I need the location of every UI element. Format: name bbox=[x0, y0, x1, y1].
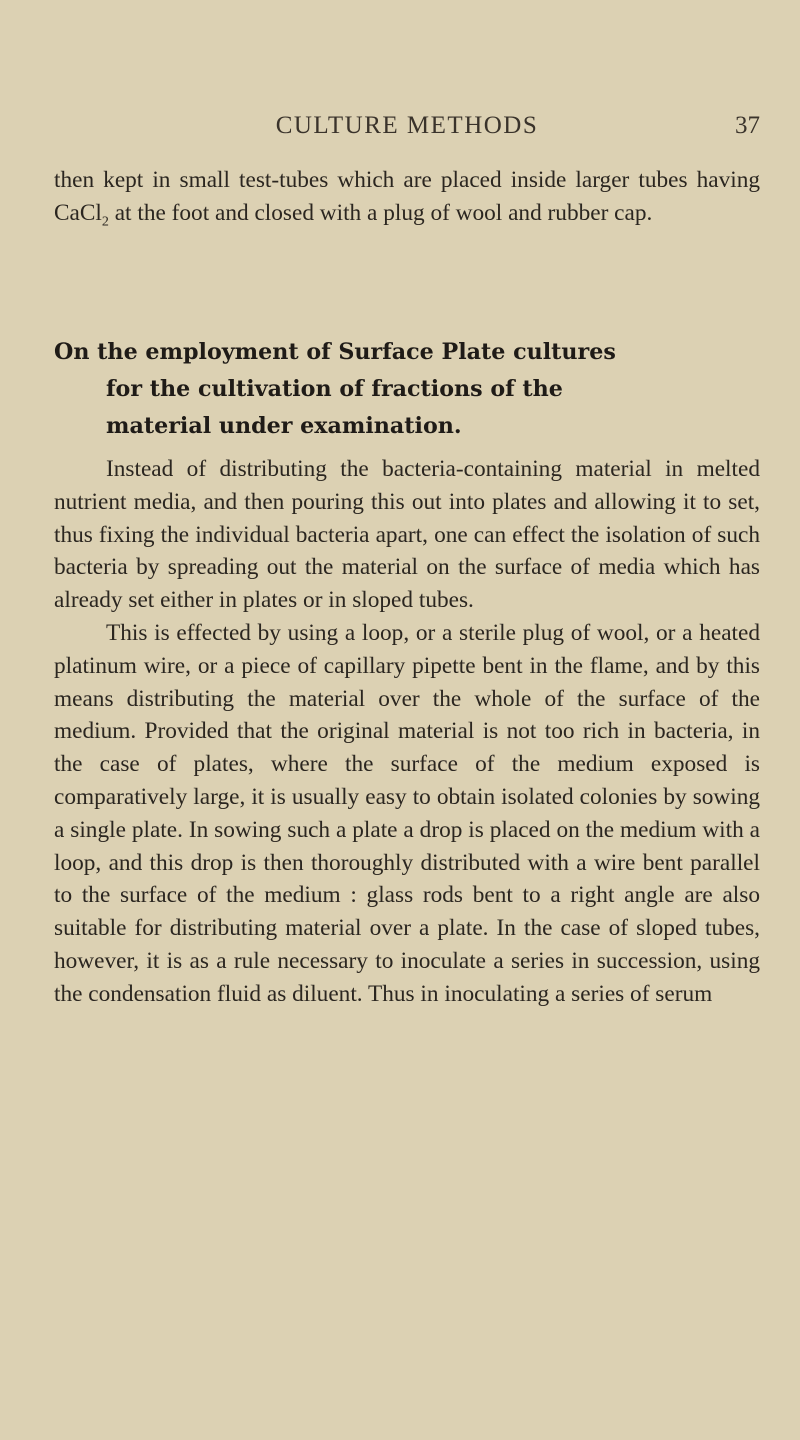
lead-subscript: 2 bbox=[101, 214, 109, 230]
running-title: CULTURE METHODS bbox=[275, 112, 539, 139]
section-heading-line-2: for the cultivation of fractions of the bbox=[106, 376, 563, 402]
section-heading-line-3: material under examination. bbox=[106, 413, 462, 439]
page-number: 37 bbox=[735, 112, 760, 139]
section-heading bbox=[54, 334, 760, 445]
section-heading-line-1: On the employment of Surface Plate cultures bbox=[54, 339, 616, 365]
paragraph: Instead of distributing the bacteria-containing material in melted nutrient media, and then pouring this out into plates and allowing it to set, thus fixing the individual bacteria apart, one can effect the isolation of such bacteria by spreading out the material on the surface of media which has already set either in plates or in sloped tubes. bbox=[54, 456, 760, 614]
paragraph: This is effected by using a loop, or a sterile plug of wool, or a heated platinum wire, or a piece of capillary pipette bent in the flame, and by this means distributing the material over the whole of the surface of the medium. Provided that the original material is not too rich in bacteria, in the case of plates, where the surface of the medium exposed is comparatively large, it is usually easy to obtain isolated colonies by sowing a single plate. In sowing such a plate a drop is placed on the medium with a loop, and this drop is then thoroughly distributed with a wire bent parallel to the surface of the medium : glass rods bent to a right angle are also suitable for distributing material over a plate. In the case of sloped tubes, however, it is as a rule necessary to inoculate a series in succession, using the condensation fluid as diluent. Thus in inoculating a series of serum bbox=[54, 619, 760, 1007]
lead-text-rest: at the foot and closed with a plug of wool and rubber cap. bbox=[108, 199, 653, 226]
running-head bbox=[54, 112, 760, 146]
lead-paragraph bbox=[54, 164, 760, 230]
lead-text: then kept in small test-tubes which are placed inside larger tubes having CaCl bbox=[54, 167, 760, 226]
main-text bbox=[54, 453, 760, 1011]
